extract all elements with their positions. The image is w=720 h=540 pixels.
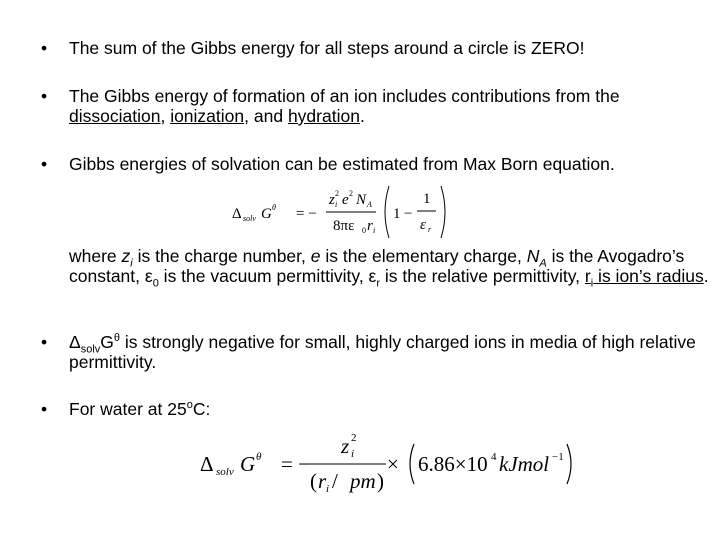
- svg-text:Δ: Δ: [200, 452, 214, 476]
- svg-text:1: 1: [393, 206, 401, 222]
- svg-text:r: r: [367, 218, 373, 234]
- svg-text:solv: solv: [243, 214, 256, 223]
- svg-text:−: −: [404, 206, 413, 222]
- svg-text:A: A: [367, 200, 372, 209]
- svg-text:r: r: [428, 225, 432, 234]
- svg-text:= −: = −: [281, 452, 310, 476]
- svg-text:r: r: [318, 469, 327, 493]
- water-equation-svg: [196, 430, 576, 500]
- ion-radius-term: $r_i$ is ion’s radius: [584, 266, 704, 290]
- svg-text:G: G: [261, 206, 272, 222]
- svg-text:(: (: [310, 469, 317, 493]
- bullet-symbol: •: [41, 86, 48, 106]
- svg-text:4: 4: [491, 451, 497, 463]
- svg-text:ε: ε: [420, 217, 426, 233]
- svg-text:N: N: [356, 192, 367, 208]
- svg-text:i: i: [351, 448, 355, 460]
- svg-text:i: i: [373, 226, 376, 235]
- term-dissociation: dissociation: [69, 106, 161, 126]
- svg-text:θ: θ: [256, 451, 262, 463]
- term-ionization: ionization: [170, 106, 245, 126]
- svg-text:1: 1: [423, 191, 431, 207]
- svg-text:pm: pm: [350, 469, 376, 493]
- water-equation: [196, 430, 576, 500]
- svg-text:2: 2: [349, 189, 353, 198]
- svg-text:z: z: [329, 192, 335, 208]
- svg-text:/: /: [332, 469, 338, 493]
- term-hydration: hydration: [287, 106, 360, 126]
- svg-text:kJmol: kJmol: [499, 452, 550, 476]
- bullet-text: The Gibbs energy of formation of an ion includes contributions from the dissociation, ionization, and hydration.: [69, 86, 620, 126]
- bullet-symbol: •: [41, 38, 48, 58]
- svg-text:i: i: [326, 483, 330, 495]
- born-equation-svg: [226, 180, 456, 240]
- bullet-text: $\Delta_{solv}G^\theta$ is strongly negative for small, highly charged ions in media of high relative permittivity.: [69, 332, 696, 372]
- svg-text:solv: solv: [216, 466, 234, 478]
- svg-text:2: 2: [335, 189, 339, 198]
- born-equation: [226, 180, 456, 240]
- svg-text:= −: = −: [296, 206, 317, 222]
- svg-text:G: G: [240, 452, 256, 476]
- bullet-symbol: •: [41, 332, 48, 352]
- svg-text:e: e: [342, 192, 349, 208]
- variable-definitions: where $z_i$ is the charge number, e is the elementary charge, $N_A$ is the Avogadro’s constant, $\varepsilon_0$ is the vacuum permittivity, $\varepsilon_r$ is the relative permittivity, $r_i$ is ion’s radius.: [69, 246, 709, 290]
- bullet-text: Gibbs energies of solvation can be estimated from Max Born equation.: [69, 154, 615, 174]
- svg-text:2: 2: [351, 432, 357, 444]
- svg-text:Δ: Δ: [232, 206, 242, 222]
- svg-text:×: ×: [387, 452, 399, 476]
- svg-text:): ): [377, 469, 384, 493]
- svg-text:z: z: [341, 434, 350, 458]
- svg-text:6.86×10: 6.86×10: [418, 452, 488, 476]
- bullet-text: For water at 25$^o$C:: [69, 399, 211, 419]
- svg-text:θ: θ: [272, 203, 276, 212]
- svg-text:i: i: [335, 200, 338, 209]
- svg-text:0: 0: [362, 226, 366, 235]
- bullet-symbol: •: [41, 399, 48, 419]
- bullet-symbol: •: [41, 154, 48, 174]
- bullet-text: The sum of the Gibbs energy for all steps around a circle is ZERO!: [69, 38, 585, 58]
- svg-text:8πε: 8πε: [333, 218, 355, 234]
- svg-text:−1: −1: [552, 451, 564, 463]
